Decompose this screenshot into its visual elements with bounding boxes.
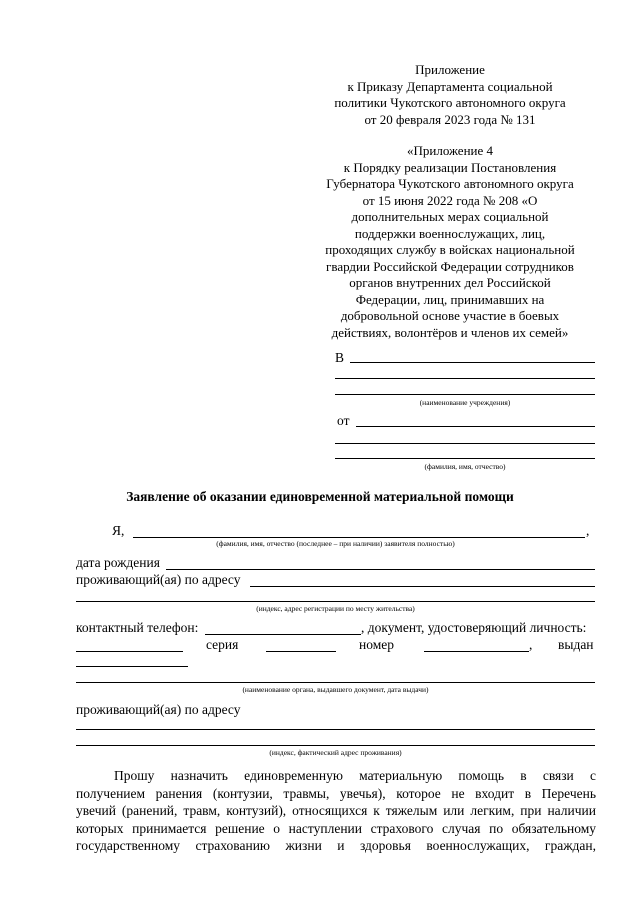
issued-field-2[interactable]	[76, 682, 595, 683]
procedure-header-line: к Порядку реализации Постановления	[343, 159, 557, 175]
institution-field-line-2[interactable]	[335, 378, 595, 379]
appendix-header-line: к Приказу Департамента социальной	[347, 78, 553, 94]
id-document-label: , документ, удостоверяющий личность:	[361, 620, 587, 635]
paragraph-line: Прошу назначить единовременную материальную помощь в связи с	[114, 768, 596, 783]
series-label: серия	[206, 637, 239, 652]
appendix-header-line: Приложение	[415, 62, 485, 77]
paragraph-line: государственному страхованию жизни и здоровья военнослужащих, граждан,	[76, 838, 596, 853]
birth-date-label: дата рождения	[76, 555, 160, 570]
from-caption: (фамилия, имя, отчество)	[424, 462, 506, 471]
procedure-header-line: гвардии Российской Федерации сотрудников	[326, 258, 574, 274]
institution-field-line-1[interactable]	[350, 362, 595, 363]
procedure-header-line: добровольной основе участие в боевых	[340, 308, 560, 323]
procedure-appendix-header	[300, 143, 600, 341]
birth-date-field[interactable]	[166, 569, 595, 570]
institution-field-line-3[interactable]	[335, 394, 595, 395]
phone-label: контактный телефон:	[76, 620, 199, 635]
issued-label: выдан	[558, 637, 594, 652]
procedure-header-line: действиях, волонтёров и членов их семей»	[331, 324, 569, 340]
from-field-line-2[interactable]	[335, 443, 595, 444]
phone-field[interactable]	[205, 634, 361, 635]
actual-address-field-2[interactable]	[76, 745, 595, 746]
to-label: В	[335, 350, 345, 365]
paragraph-line: которых принимается решение о наступлении страхового случая по обязательному	[76, 820, 596, 836]
actual-address-field-1[interactable]	[76, 729, 595, 730]
i-trailing-comma: ,	[586, 523, 590, 538]
procedure-header-line: дополнительных мерах социальной	[351, 209, 549, 224]
appendix-header-line: от 20 февраля 2023 года № 131	[364, 111, 536, 127]
applicant-name-caption: (фамилия, имя, отчество (последнее – при наличии) заявителя полностью)	[216, 539, 455, 548]
procedure-header-line: поддержки военнослужащих, лиц,	[354, 225, 546, 241]
procedure-header-line: «Приложение 4	[406, 143, 494, 158]
issued-field-1[interactable]	[76, 666, 188, 667]
appendix-header-line: политики Чукотского автономного округа	[334, 95, 566, 110]
document-prefix-field[interactable]	[76, 651, 183, 652]
from-field-line-3[interactable]	[335, 458, 595, 459]
request-paragraph	[76, 767, 596, 855]
appendix-header	[300, 62, 600, 128]
procedure-header-line: Губернатора Чукотского автономного округа	[326, 176, 574, 191]
registration-address-field-2[interactable]	[76, 601, 595, 602]
series-field[interactable]	[266, 651, 336, 652]
i-label: Я,	[112, 523, 125, 538]
number-comma: ,	[529, 637, 533, 652]
registration-address-label: проживающий(ая) по адресу	[76, 572, 241, 587]
paragraph-line: получением ранения (контузии, травмы, увечья), которое не входит в Перечень	[76, 785, 596, 801]
procedure-header-line: Федерации, лиц, принимавших на	[355, 291, 545, 307]
applicant-name-field[interactable]	[133, 537, 585, 538]
institution-caption: (наименование учреждения)	[419, 398, 511, 407]
from-field-line-1[interactable]	[356, 426, 595, 427]
procedure-header-line: органов внутренних дел Российской	[349, 275, 551, 290]
procedure-header-line: проходящих службу в войсках национальной	[325, 242, 575, 257]
paragraph-line: увечий (ранений, травм, контузий), относящихся к тяжелым или легким, при наличии	[76, 803, 596, 818]
actual-address-label: проживающий(ая) по адресу	[76, 702, 241, 717]
registration-address-field-1[interactable]	[250, 586, 595, 587]
actual-address-caption: (индекс, фактический адрес проживания)	[269, 748, 402, 757]
procedure-header-line: от 15 июня 2022 года № 208 «О	[362, 192, 538, 208]
number-field[interactable]	[424, 651, 529, 652]
issuer-caption: (наименование органа, выдавшего документ, дата выдачи)	[242, 685, 429, 694]
application-title: Заявление об оказании единовременной материальной помощи	[126, 489, 514, 504]
number-label: номер	[359, 637, 395, 652]
registration-address-caption: (индекс, адрес регистрации по месту жительства)	[256, 604, 415, 613]
from-label: от	[337, 413, 350, 428]
